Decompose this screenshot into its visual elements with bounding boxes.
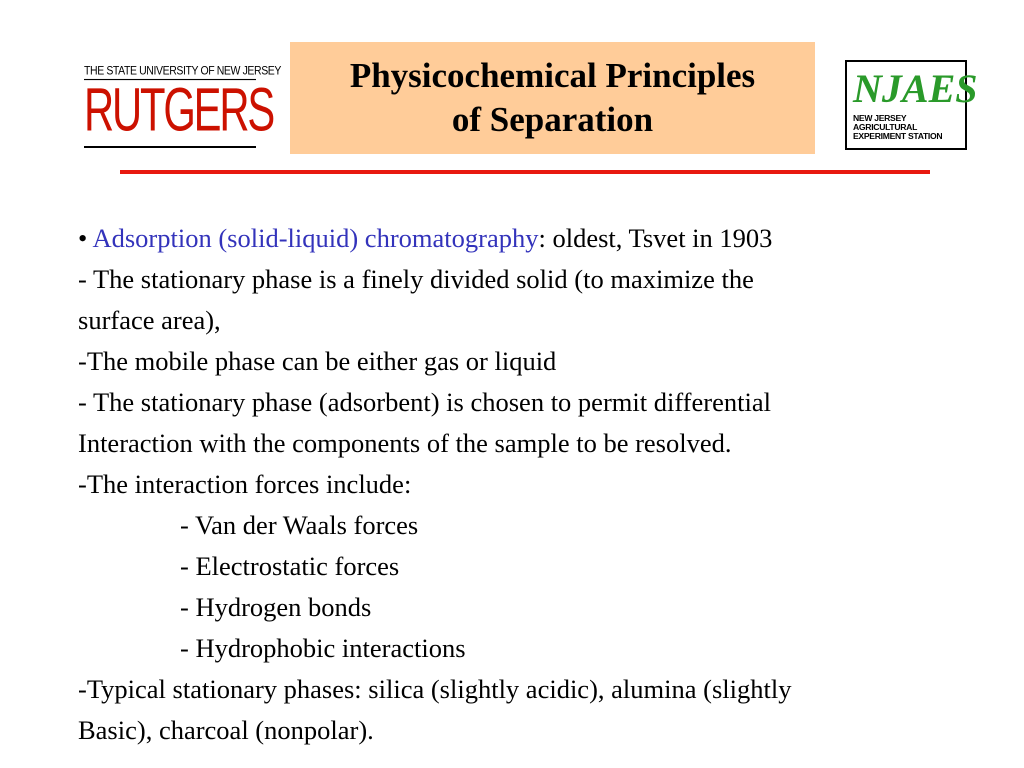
slide-body bbox=[78, 218, 1008, 751]
njaes-logo bbox=[845, 60, 978, 150]
rutgers-logo bbox=[84, 64, 282, 148]
rutgers-logo-rule bbox=[84, 146, 256, 148]
slide-title bbox=[350, 54, 755, 142]
rutgers-logo-wordmark: RUTGERS bbox=[84, 75, 274, 145]
force-item: - Electrostatic forces bbox=[180, 551, 400, 581]
body-line: - The stationary phase (adsorbent) is chosen to permit differential bbox=[78, 387, 771, 417]
highlighted-term: Adsorption (solid-liquid) chromatography bbox=[92, 223, 539, 253]
force-item: - Hydrogen bonds bbox=[180, 592, 372, 622]
body-line: -The mobile phase can be either gas or liquid bbox=[78, 346, 557, 376]
title-box bbox=[290, 42, 815, 154]
body-line: Basic), charcoal (nonpolar). bbox=[78, 715, 374, 745]
force-item: - Van der Waals forces bbox=[180, 510, 419, 540]
body-line: - The stationary phase is a finely divided solid (to maximize the bbox=[78, 264, 754, 294]
header-divider bbox=[120, 170, 930, 174]
njaes-logo-line: EXPERIMENT STATION bbox=[853, 131, 943, 141]
rutgers-logo-top-text: THE STATE UNIVERSITY OF NEW JERSEY bbox=[84, 64, 256, 80]
slide-title-line1: Physicochemical Principles bbox=[349, 56, 756, 95]
body-line: -The interaction forces include: bbox=[78, 469, 412, 499]
bullet-icon: • bbox=[78, 223, 88, 253]
njaes-logo-text bbox=[853, 114, 942, 141]
term-description: : oldest, Tsvet in 1903 bbox=[538, 223, 773, 253]
slide-title-line2: of Separation bbox=[451, 100, 654, 139]
force-item: - Hydrophobic interactions bbox=[180, 633, 466, 663]
njaes-logo-letters: NJAES bbox=[853, 66, 978, 111]
njaes-logo-line: AGRICULTURAL bbox=[853, 122, 918, 132]
njaes-logo-line: NEW JERSEY bbox=[853, 113, 907, 123]
body-line: -Typical stationary phases: silica (slightly acidic), alumina (slightly bbox=[78, 674, 792, 704]
body-line bbox=[78, 218, 1008, 259]
njaes-logo-mark bbox=[851, 64, 978, 116]
body-line: Interaction with the components of the sample to be resolved. bbox=[78, 428, 732, 458]
body-line: surface area), bbox=[78, 305, 221, 335]
